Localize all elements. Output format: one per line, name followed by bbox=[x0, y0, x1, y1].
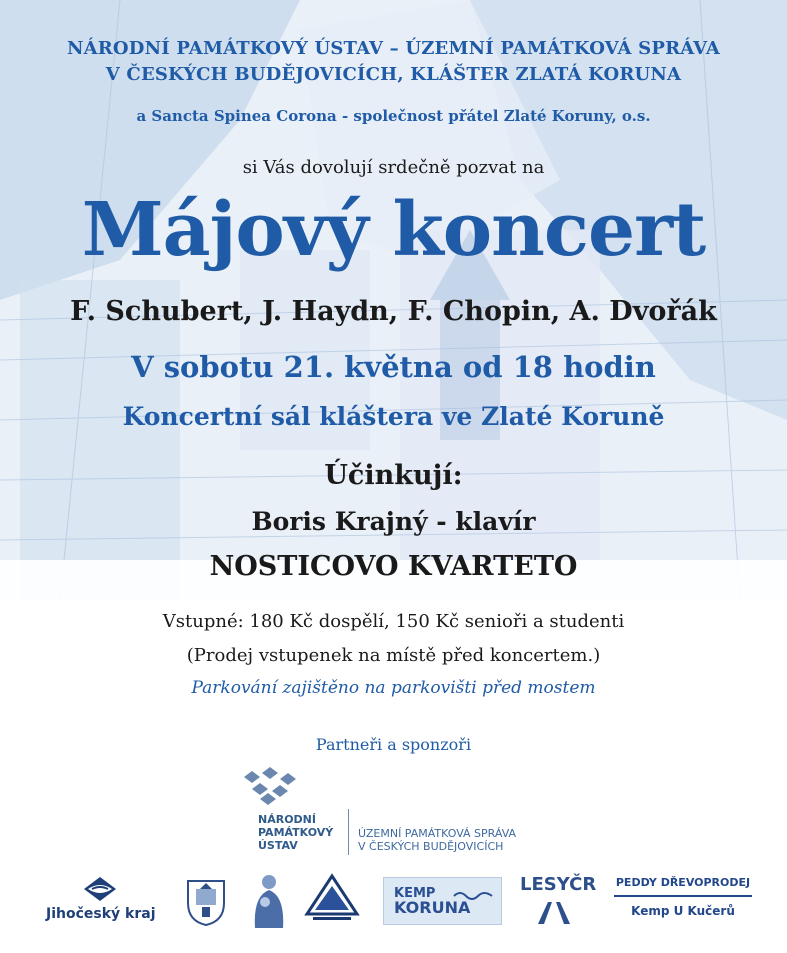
npu-name-line-1: NÁRODNÍ bbox=[258, 813, 316, 826]
performers-heading: Účinkují: bbox=[324, 460, 463, 491]
parking-note: Parkování zajištěno na parkovišti před mostem bbox=[191, 678, 596, 698]
npu-name-line-3: ÚSTAV bbox=[258, 839, 298, 852]
npu-divider bbox=[348, 809, 349, 855]
npu-name-line-2: PAMÁTKOVÝ bbox=[258, 826, 334, 839]
event-date: V sobotu 21. května od 18 hodin bbox=[131, 350, 656, 384]
kemp-koruna-logo bbox=[383, 877, 502, 925]
performer-pianist: Boris Krajný - klavír bbox=[251, 507, 536, 536]
npu-branch-line-1: ÚZEMNÍ PAMÁTKOVÁ SPRÁVA bbox=[358, 827, 517, 840]
npu-branch bbox=[358, 827, 516, 853]
peddy-logo bbox=[614, 876, 752, 918]
event-venue: Koncertní sál kláštera ve Zlaté Koruně bbox=[122, 402, 665, 431]
kemp-line-1: KEMP bbox=[394, 886, 436, 901]
invitation-text: si Vás dovolují srdečně pozvat na bbox=[242, 157, 545, 178]
partners-heading: Partneři a sponzoři bbox=[315, 735, 472, 754]
npu-mark-icon bbox=[236, 767, 306, 807]
organizer-line-2: V ČESKÝCH BUDĚJOVICÍCH, KLÁŠTER ZLATÁ KORUNA bbox=[105, 64, 682, 85]
jihocesky-kraj-icon bbox=[80, 875, 120, 903]
lesy-cr-icon bbox=[534, 900, 574, 926]
kemp-line-2: KORUNA bbox=[394, 898, 471, 917]
npu-name bbox=[258, 813, 333, 852]
peddy-bottom-label: Kemp U Kučerů bbox=[631, 904, 735, 918]
madonna-figure-icon bbox=[247, 872, 291, 930]
npu-logo bbox=[230, 765, 570, 860]
event-title: Májový koncert bbox=[81, 187, 706, 273]
ticket-sale-note: (Prodej vstupenek na místě před koncertem.) bbox=[186, 645, 601, 666]
ticket-price: Vstupné: 180 Kč dospělí, 150 Kč senioři a studenti bbox=[162, 611, 625, 632]
composers: F. Schubert, J. Haydn, F. Chopin, A. Dvořák bbox=[70, 296, 717, 327]
organizer-line-1: NÁRODNÍ PAMÁTKOVÝ ÚSTAV – ÚZEMNÍ PAMÁTKOVÁ SPRÁVA bbox=[66, 38, 721, 59]
triangle-mountain-icon bbox=[303, 872, 361, 926]
peddy-top-label: PEDDY DŘEVOPRODEJ bbox=[614, 876, 752, 897]
jihocesky-kraj-label: Jihočeský kraj bbox=[46, 906, 156, 922]
npu-branch-line-2: V ČESKÝCH BUDĚJOVICÍCH bbox=[358, 840, 504, 853]
performer-quartet: NOSTICOVO KVARTETO bbox=[209, 551, 578, 582]
organizer-line-3: a Sancta Spinea Corona - společnost přátel Zlaté Koruny, o.s. bbox=[136, 107, 651, 125]
kemp-wave-icon bbox=[452, 888, 494, 902]
lesy-cr-label: LESYČR bbox=[520, 874, 597, 895]
coat-of-arms-icon bbox=[184, 877, 228, 927]
organizer-heading bbox=[0, 36, 787, 88]
